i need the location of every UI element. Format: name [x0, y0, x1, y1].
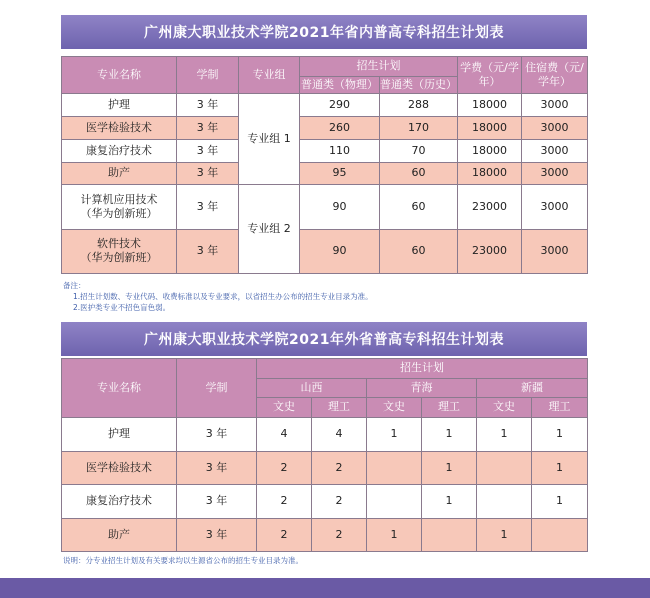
- cell-duration: 3 年: [177, 94, 239, 117]
- out-of-province-plan-table: [61, 358, 588, 552]
- cell-dorm: 3000: [522, 139, 588, 162]
- in-province-plan-table: [61, 56, 588, 274]
- cell-duration: 3 年: [177, 518, 257, 552]
- notes-label: 备注：: [63, 281, 86, 290]
- header-arts: 文史: [367, 398, 422, 418]
- cell-value: [532, 518, 588, 552]
- table-row: [62, 229, 588, 273]
- cell-history: 60: [380, 185, 458, 229]
- cell-tuition: 23000: [458, 185, 522, 229]
- header-province-xinjiang: 新疆: [477, 379, 588, 398]
- note-line: 1.招生计划数、专业代码、收费标准以及专业要求，以省招生办公布的招生专业目录为准。: [73, 291, 373, 301]
- header-plan: 招生计划: [300, 57, 458, 77]
- table1-title: 广州康大职业技术学院2021年省内普高专科招生计划表: [61, 15, 587, 49]
- cell-dorm: 3000: [522, 162, 588, 185]
- cell-major: 医学检验技术: [62, 116, 177, 139]
- cell-tuition: 18000: [458, 162, 522, 185]
- cell-duration: 3 年: [177, 451, 257, 485]
- header-science: 理工: [422, 398, 477, 418]
- cell-value: 1: [422, 418, 477, 452]
- cell-value: 1: [367, 418, 422, 452]
- footer-bar: [0, 578, 650, 598]
- table1-notes: [63, 281, 373, 314]
- cell-value: 2: [257, 451, 312, 485]
- cell-physics: 260: [300, 116, 380, 139]
- table2-note: 说明：分专业招生计划及有关要求均以生源省公布的招生专业目录为准。: [63, 556, 303, 565]
- cell-dorm: 3000: [522, 94, 588, 117]
- cell-physics: 90: [300, 185, 380, 229]
- cell-major: 医学检验技术: [62, 451, 177, 485]
- cell-history: 60: [380, 229, 458, 273]
- cell-value: 2: [312, 485, 367, 519]
- cell-value: 1: [477, 518, 532, 552]
- header-history: 普通类（历史）: [380, 77, 458, 94]
- cell-physics: 290: [300, 94, 380, 117]
- cell-dorm: 3000: [522, 116, 588, 139]
- cell-value: [422, 518, 477, 552]
- cell-duration: 3 年: [177, 139, 239, 162]
- cell-duration: 3 年: [177, 485, 257, 519]
- cell-physics: 110: [300, 139, 380, 162]
- cell-value: 1: [422, 485, 477, 519]
- cell-tuition: 18000: [458, 116, 522, 139]
- header-plan: 招生计划: [257, 359, 588, 379]
- cell-value: [367, 451, 422, 485]
- cell-major: 软件技术 （华为创新班）: [62, 229, 177, 273]
- cell-major: 康复治疗技术: [62, 485, 177, 519]
- cell-value: 2: [257, 485, 312, 519]
- cell-history: 288: [380, 94, 458, 117]
- cell-physics: 90: [300, 229, 380, 273]
- cell-value: 1: [477, 418, 532, 452]
- cell-tuition: 23000: [458, 229, 522, 273]
- cell-major: 护理: [62, 94, 177, 117]
- header-province-shanxi: 山西: [257, 379, 367, 398]
- header-duration: 学制: [177, 57, 239, 94]
- cell-value: [477, 451, 532, 485]
- header-science: 理工: [532, 398, 588, 418]
- table-row: [62, 485, 588, 519]
- cell-value: 4: [257, 418, 312, 452]
- cell-duration: 3 年: [177, 162, 239, 185]
- cell-value: 1: [367, 518, 422, 552]
- header-duration: 学制: [177, 359, 257, 418]
- header-group: 专业组: [239, 57, 300, 94]
- cell-group-2: 专业组 2: [239, 185, 300, 274]
- cell-value: 1: [532, 451, 588, 485]
- cell-value: 4: [312, 418, 367, 452]
- table-row: [62, 162, 588, 185]
- cell-duration: 3 年: [177, 116, 239, 139]
- cell-major: 计算机应用技术 （华为创新班）: [62, 185, 177, 229]
- header-major-name: 专业名称: [62, 359, 177, 418]
- header-arts: 文史: [257, 398, 312, 418]
- cell-major: 助产: [62, 162, 177, 185]
- cell-major: 助产: [62, 518, 177, 552]
- cell-value: 2: [257, 518, 312, 552]
- cell-value: 1: [532, 485, 588, 519]
- cell-major: 康复治疗技术: [62, 139, 177, 162]
- table-row: [62, 139, 588, 162]
- table-row: [62, 94, 588, 117]
- cell-major: 护理: [62, 418, 177, 452]
- cell-value: 2: [312, 518, 367, 552]
- cell-duration: 3 年: [177, 418, 257, 452]
- cell-value: [367, 485, 422, 519]
- header-major-name: 专业名称: [62, 57, 177, 94]
- header-arts: 文史: [477, 398, 532, 418]
- cell-duration: 3 年: [177, 185, 239, 229]
- cell-value: [477, 485, 532, 519]
- cell-dorm: 3000: [522, 229, 588, 273]
- table-row: [62, 418, 588, 452]
- header-province-qinghai: 青海: [367, 379, 477, 398]
- header-tuition: 学费（元/学年）: [458, 57, 522, 94]
- cell-history: 170: [380, 116, 458, 139]
- table-row: [62, 116, 588, 139]
- cell-physics: 95: [300, 162, 380, 185]
- header-dorm: 住宿费（元/学年）: [522, 57, 588, 94]
- header-science: 理工: [312, 398, 367, 418]
- cell-history: 60: [380, 162, 458, 185]
- table-row: [62, 185, 588, 229]
- cell-group-1: 专业组 1: [239, 94, 300, 185]
- cell-dorm: 3000: [522, 185, 588, 229]
- cell-tuition: 18000: [458, 139, 522, 162]
- table-row: [62, 451, 588, 485]
- cell-value: 2: [312, 451, 367, 485]
- cell-value: 1: [422, 451, 477, 485]
- cell-value: 1: [532, 418, 588, 452]
- cell-tuition: 18000: [458, 94, 522, 117]
- header-physics: 普通类（物理）: [300, 77, 380, 94]
- note-line: 2.医护类专业不招色盲色弱。: [73, 302, 171, 312]
- cell-history: 70: [380, 139, 458, 162]
- table2-title: 广州康大职业技术学院2021年外省普高专科招生计划表: [61, 322, 587, 356]
- cell-duration: 3 年: [177, 229, 239, 273]
- table-row: [62, 518, 588, 552]
